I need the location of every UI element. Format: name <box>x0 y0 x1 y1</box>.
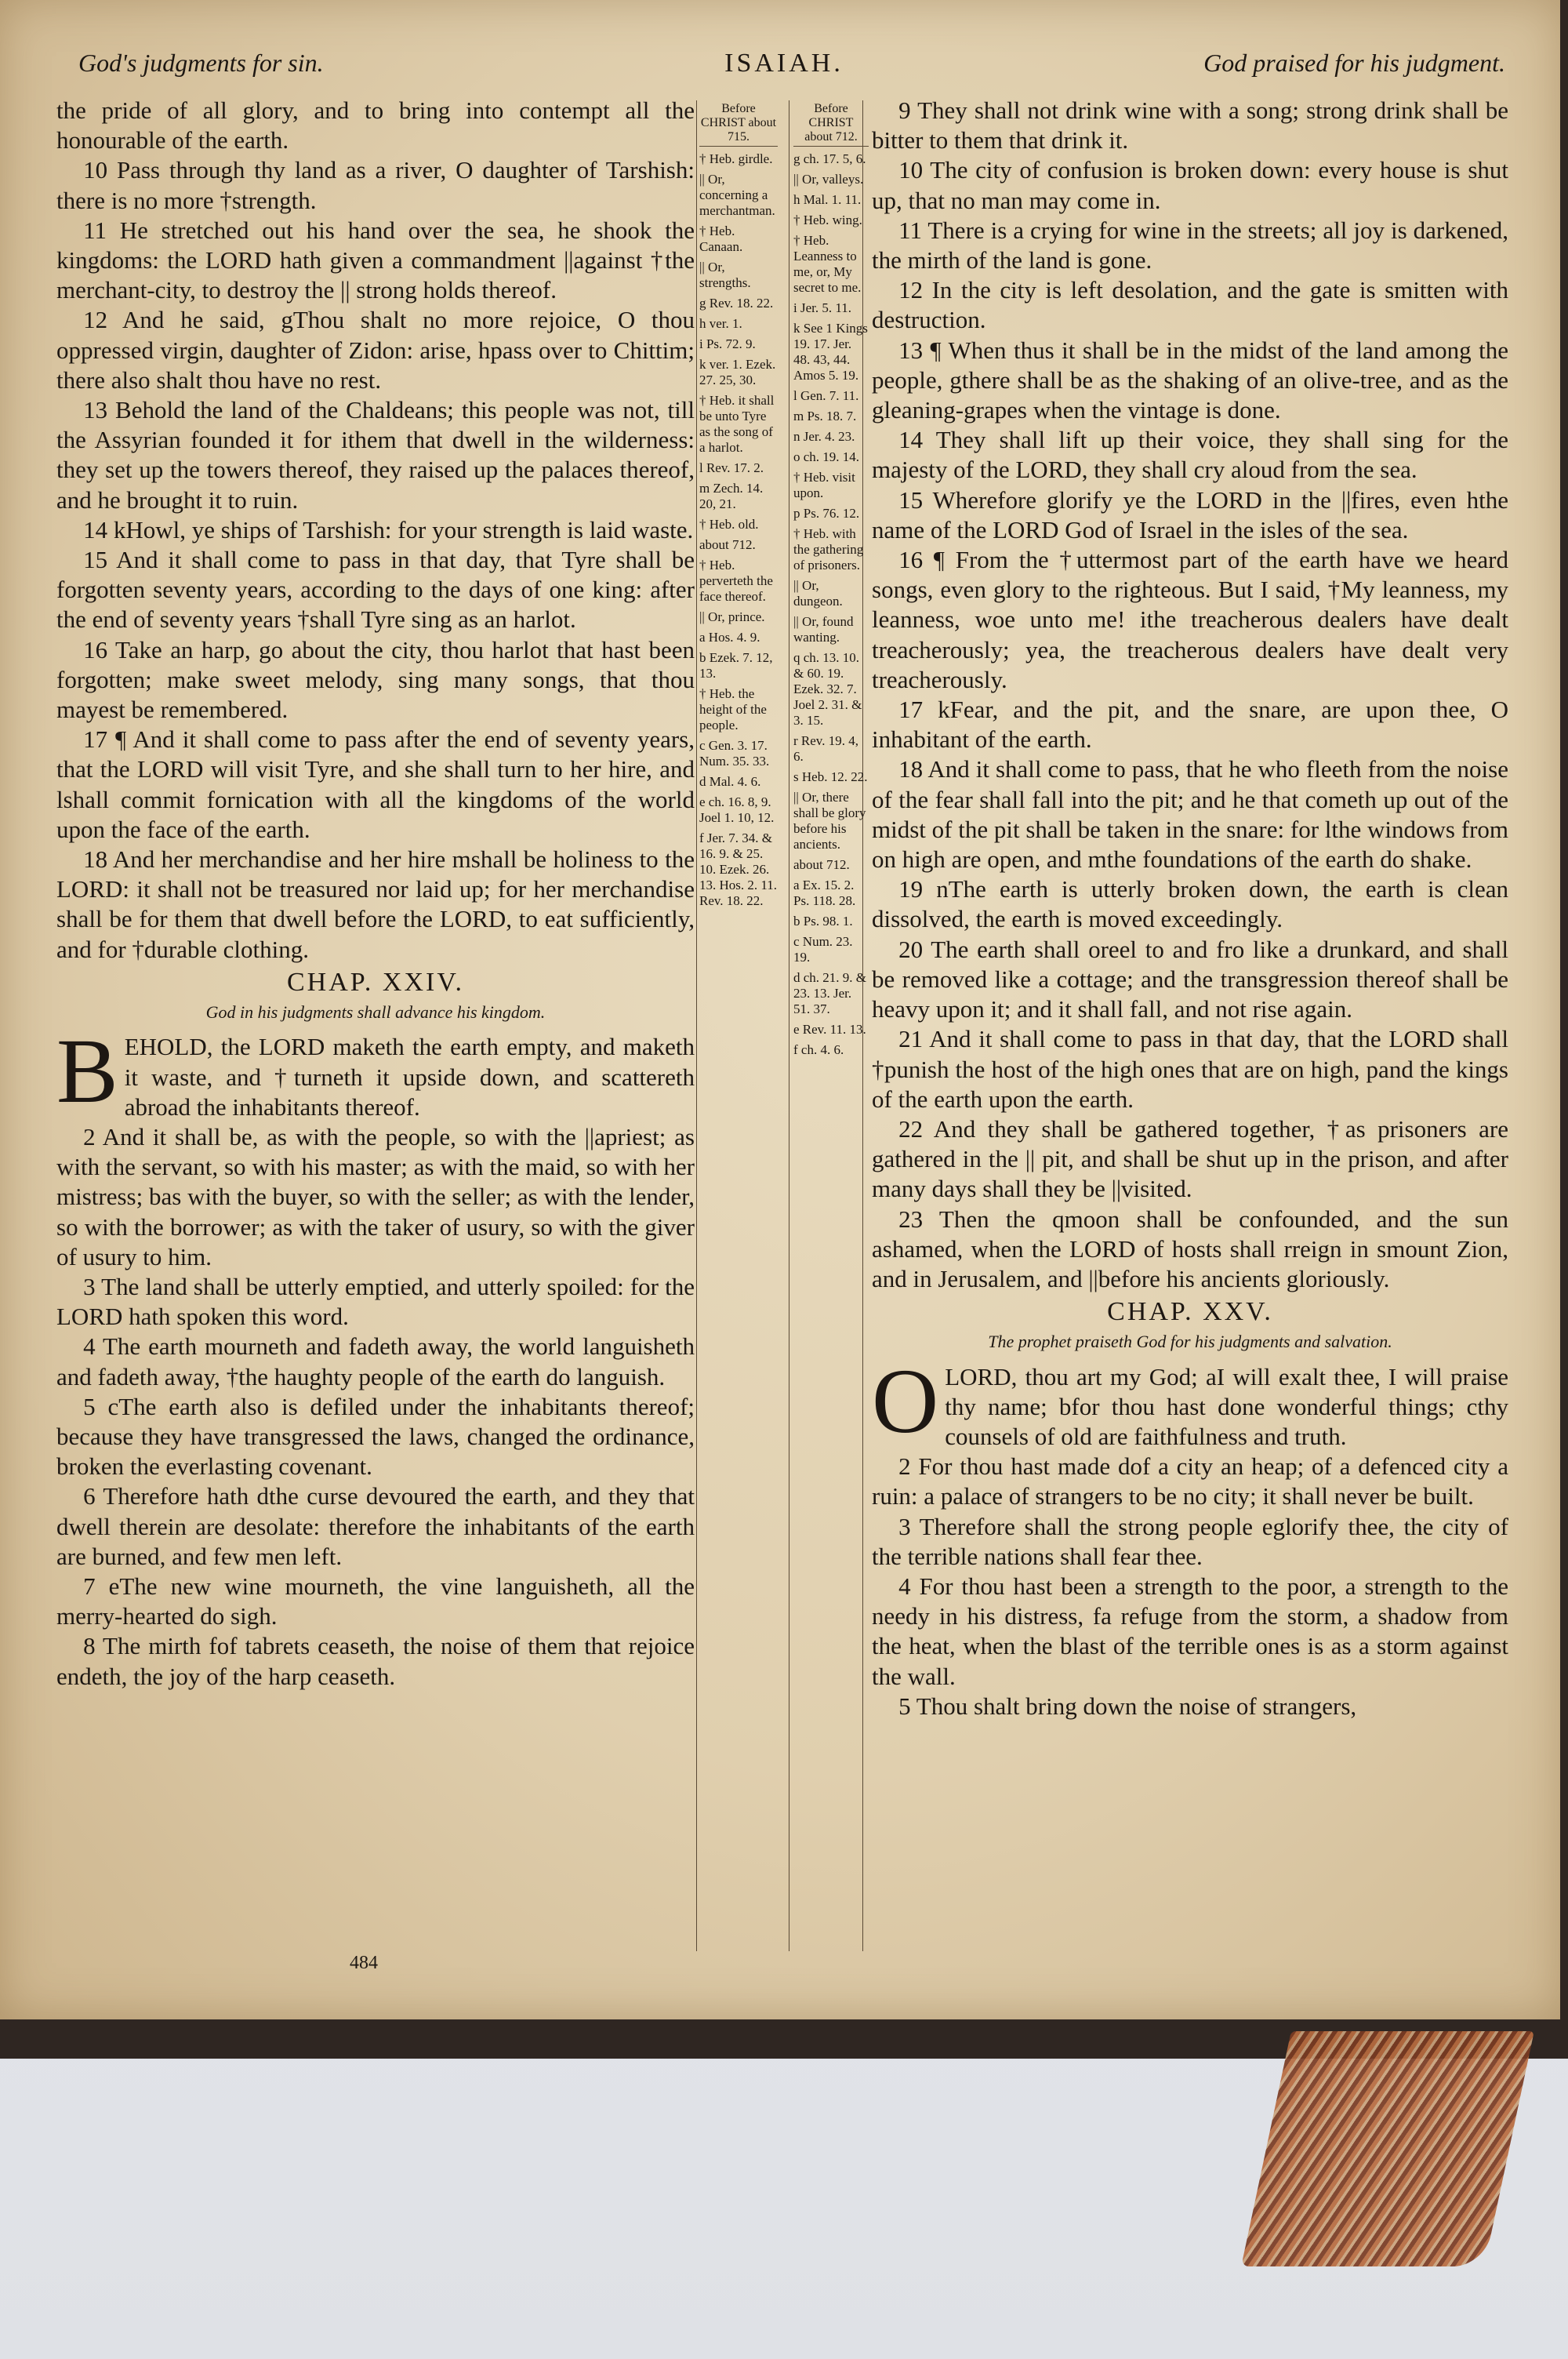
margin-note: † Heb. with the gathering of prisoners. <box>793 526 864 572</box>
margin-note: † Heb. visit upon. <box>793 470 855 500</box>
running-head-right: God praised for his judgment. <box>1203 49 1505 77</box>
margin-note: q ch. 13. 10. & 60. 19. Ezek. 32. 7. Joel 2. 31. & 3. 15. <box>793 650 862 728</box>
page-number: 484 <box>350 1953 378 1973</box>
verse: 9 They shall not drink wine with a song; strong drink shall be bitter to them that drink it. <box>872 96 1508 154</box>
verse: 5 cThe earth also is defiled under the inhabitants thereof; because they have transgressed the laws, changed the ordinance, broken the everlasting covenant. <box>56 1392 695 1481</box>
running-head-center: ISAIAH. <box>724 49 844 78</box>
column-rule <box>696 100 697 1951</box>
margin-note: f ch. 4. 6. <box>793 1042 844 1057</box>
verse: 20 The earth shall oreel to and fro like a drunkard, and shall be removed like a cottage; and the transgression thereof shall be heavy upon it; and it shall fall, and not rise again. <box>872 935 1508 1023</box>
verse-text: EHOLD, the LORD maketh the earth empty, and maketh it waste, and †turneth it upside down, and scattereth abroad the inhabitants thereof. <box>124 1033 695 1121</box>
margin-note: c Gen. 3. 17. Num. 35. 33. <box>699 738 770 769</box>
verse <box>56 1020 695 1123</box>
margin-note: || Or, there shall be glory before his ancients. <box>793 790 866 852</box>
verse: 3 Therefore shall the strong people eglorify thee, the city of the terrible nations shall fear thee. <box>872 1512 1508 1570</box>
margin-note: d Mal. 4. 6. <box>699 774 761 789</box>
date-note: Before CHRIST about 715. <box>699 102 778 147</box>
verse: 19 nThe earth is utterly broken down, the earth is clean dissolved, the earth is moved exceedingly. <box>872 875 1508 933</box>
margin-note: h ver. 1. <box>699 316 742 331</box>
verse: 15 Wherefore glorify ye the LORD in the ||fires, even hthe name of the LORD God of Israel in the isles of the sea. <box>872 485 1508 543</box>
margin-note: k See 1 Kings 19. 17. Jer. 48. 43, 44. Amos 5. 19. <box>793 321 868 383</box>
margin-note: i Ps. 72. 9. <box>699 336 756 351</box>
margin-note-list <box>699 151 778 909</box>
margin-note: c Num. 23. 19. <box>793 934 853 965</box>
margin-note: l Gen. 7. 11. <box>793 388 859 403</box>
margin-note: f Jer. 7. 34. & 16. 9. & 25. 10. Ezek. 26. 13. Hos. 2. 11. Rev. 18. 22. <box>699 831 778 908</box>
margin-note: † Heb. old. <box>699 517 759 532</box>
margin-note: n Jer. 4. 23. <box>793 429 855 444</box>
verse: 11 He stretched out his hand over the sea, he shook the kingdoms: the LORD hath given a commandment ||against †the merchant-city, to destroy the || strong holds thereof. <box>56 216 695 304</box>
margin-note: g Rev. 18. 22. <box>699 296 774 311</box>
verse: 14 kHowl, ye ships of Tarshish: for your strength is laid waste. <box>83 515 694 543</box>
margin-note: k ver. 1. Ezek. 27. 25, 30. <box>699 357 776 387</box>
margin-note: d ch. 21. 9. & 23. 13. Jer. 51. 37. <box>793 970 867 1016</box>
verse: 7 eThe new wine mourneth, the vine languisheth, all the merry-hearted do sigh. <box>56 1572 695 1630</box>
verse: 17 ¶ And it shall come to pass after the end of seventy years, that the LORD will visit Tyre, and she shall turn to her hire, and lshall commit fornication with all the kingdoms of the world upon the face of the earth. <box>56 725 695 843</box>
margin-note: p Ps. 76. 12. <box>793 506 860 521</box>
margin-note: || Or, strengths. <box>699 260 751 290</box>
verse: 10 Pass through thy land as a river, O daughter of Tarshish: there is no more †strength. <box>56 156 695 214</box>
margin-note-list <box>793 151 869 1058</box>
margin-note: about 712. <box>699 537 756 552</box>
verse: 10 The city of confusion is broken down: every house is shut up, that no man may come in. <box>872 156 1508 214</box>
verse: 17 kFear, and the pit, and the snare, are upon thee, O inhabitant of the earth. <box>872 696 1508 754</box>
margin-note: l Rev. 17. 2. <box>699 460 764 475</box>
verse-text: LORD, thou art my God; aI will exalt thee, I will praise thy name; bfor thou hast done wonderful things; cthy counsels of old are faithfulness and truth. <box>945 1362 1508 1450</box>
verse: 8 The mirth fof tabrets ceaseth, the noise of them that rejoice endeth, the joy of the harp ceaseth. <box>56 1632 695 1690</box>
left-text-column <box>56 96 695 1692</box>
margin-note: † Heb. wing. <box>793 213 862 227</box>
verse: 16 Take an harp, go about the city, thou harlot that hast been forgotten; make sweet melody, sing many songs, that thou mayest be remembered. <box>56 635 695 724</box>
verse: 2 And it shall be, as with the people, so with the ||apriest; as with the servant, so with his master; as with the maid, so with her mistress; bas with the buyer, so with the seller; as with the lender, so with the borrower; as with the taker of usury, so with the giver of usury to him. <box>56 1122 695 1270</box>
chapter-summary: God in his judgments shall advance his kingdom. <box>205 1002 546 1023</box>
verse: 21 And it shall come to pass in that day, that the LORD shall †punish the host of the high ones that are on high, pand the kings of the earth upon the earth. <box>872 1025 1508 1113</box>
margin-note: about 712. <box>793 857 850 872</box>
running-head-left: God's judgments for sin. <box>78 49 324 77</box>
verse: 12 In the city is left desolation, and the gate is smitten with destruction. <box>872 276 1508 334</box>
verse: 14 They shall lift up their voice, they shall sing for the majesty of the LORD, they shall cry aloud from the sea. <box>872 426 1508 484</box>
drop-cap: O <box>872 1349 939 1452</box>
margin-note: s Heb. 12. 22. <box>793 769 868 784</box>
margin-note: † Heb. perverteth the face thereof. <box>699 558 773 604</box>
margin-note: a Ex. 15. 2. Ps. 118. 28. <box>793 878 856 908</box>
right-margin-notes <box>793 102 869 1063</box>
margin-note: || Or, prince. <box>699 609 765 624</box>
margin-note: m Ps. 18. 7. <box>793 409 857 423</box>
drop-cap: B <box>56 1020 118 1123</box>
verse: 11 There is a crying for wine in the streets; all joy is darkened, the mirth of the land is gone. <box>872 216 1508 274</box>
verse: 5 Thou shalt bring down the noise of strangers, <box>898 1692 1357 1720</box>
verse: 4 For thou hast been a strength to the poor, a strength to the needy in his distress, fa refuge from the storm, a shadow from the heat, when the blast of the terrible ones is as a storm against the wall. <box>872 1572 1508 1690</box>
margin-note: e Rev. 11. 13. <box>793 1022 866 1037</box>
bookmark-ribbon <box>1241 2031 1534 2266</box>
margin-note: b Ezek. 7. 12, 13. <box>699 650 773 681</box>
chapter-heading: CHAP. XXV. <box>1107 1297 1273 1327</box>
verse: 12 And he said, gThou shalt no more rejoice, O thou oppressed virgin, daughter of Zidon: arise, hpass over to Chittim; there also shalt thou have no rest. <box>56 306 695 394</box>
verse: the pride of all glory, and to bring into contempt all the honourable of the earth. <box>56 96 695 154</box>
verse <box>872 1349 1508 1452</box>
margin-note: † Heb. Leanness to me, or, My secret to me. <box>793 233 862 295</box>
verse: 2 For thou hast made dof a city an heap; of a defenced city a ruin: a palace of strangers to be no city; it shall never be built. <box>872 1452 1508 1510</box>
margin-note: h Mal. 1. 11. <box>793 192 862 207</box>
margin-note: r Rev. 19. 4, 6. <box>793 733 858 764</box>
margin-note: || Or, dungeon. <box>793 578 843 609</box>
margin-note: || Or, valleys. <box>793 172 864 187</box>
margin-note: m Zech. 14. 20, 21. <box>699 481 764 511</box>
verse: 15 And it shall come to pass in that day, that Tyre shall be forgotten seventy years, according to the days of one king: after the end of seventy years †shall Tyre sing as an harlot. <box>56 546 695 634</box>
verse: 18 And it shall come to pass, that he who fleeth from the noise of the fear shall fall into the pit; and he that cometh up out of the midst of the pit shall be taken in the snare: for lthe windows from on high are open, and mthe foundations of the earth do shake. <box>872 755 1508 874</box>
verse: 13 Behold the land of the Chaldeans; this people was not, till the Assyrian founded it for ithem that dwell in the wilderness: they set up the towers thereof, they raised up the palaces thereof, and he brought it to ruin. <box>56 396 695 514</box>
verse: 23 Then the qmoon shall be confounded, and the sun ashamed, when the LORD of hosts shall rreign in smount Zion, and in Jerusalem, and ||before his ancients gloriously. <box>872 1205 1508 1292</box>
chapter-heading: CHAP. XXIV. <box>286 967 465 997</box>
left-margin-notes <box>699 102 778 914</box>
verse: 6 Therefore hath dthe curse devoured the earth, and they that dwell therein are desolate: therefore the inhabitants of the earth are burned, and few men left. <box>56 1482 695 1570</box>
margin-note: i Jer. 5. 11. <box>793 300 851 315</box>
margin-note: † Heb. it shall be unto Tyre as the song of a harlot. <box>699 393 775 455</box>
margin-note: † Heb. the height of the people. <box>699 686 767 732</box>
margin-note: || Or, concerning a merchantman. <box>699 172 775 218</box>
right-text-column <box>872 96 1508 1721</box>
verse: 22 And they shall be gathered together, †as prisoners are gathered in the || pit, and shall be shut up in the prison, and after many days shall they be ||visited. <box>872 1114 1508 1203</box>
margin-note: o ch. 19. 14. <box>793 449 860 464</box>
verse: 3 The land shall be utterly emptied, and utterly spoiled: for the LORD hath spoken this word. <box>56 1272 695 1331</box>
verse: 18 And her merchandise and her hire mshall be holiness to the LORD: it shall not be treasured nor laid up; for her merchandise shall be for them that dwell before the LORD, to eat sufficiently, and for †durable clothing. <box>56 845 695 963</box>
verse: 4 The earth mourneth and fadeth away, the world languisheth and fadeth away, †the haughty people of the earth do languish. <box>56 1332 695 1390</box>
margin-note: † Heb. Canaan. <box>699 224 743 254</box>
date-note: Before CHRIST about 712. <box>793 102 869 147</box>
margin-note: † Heb. girdle. <box>699 151 773 166</box>
margin-note: || Or, found wanting. <box>793 614 854 645</box>
chapter-summary: The prophet praiseth God for his judgments and salvation. <box>988 1332 1392 1352</box>
verse: 16 ¶ From the †uttermost part of the earth have we heard songs, even glory to the righteous. But I said, †My leanness, my leanness, woe unto me! ithe treacherous dealers have dealt treacherously; yea, the treacherous dealers have dealt very treacherously. <box>872 546 1508 693</box>
margin-note: b Ps. 98. 1. <box>793 914 853 929</box>
verse: 13 ¶ When thus it shall be in the midst of the land among the people, gthere shall be as the shaking of an olive-tree, and as the gleaning-grapes when the vintage is done. <box>872 336 1508 424</box>
margin-note: e ch. 16. 8, 9. Joel 1. 10, 12. <box>699 794 775 825</box>
margin-note: g ch. 17. 5, 6. <box>793 151 866 166</box>
margin-note: a Hos. 4. 9. <box>699 630 760 645</box>
